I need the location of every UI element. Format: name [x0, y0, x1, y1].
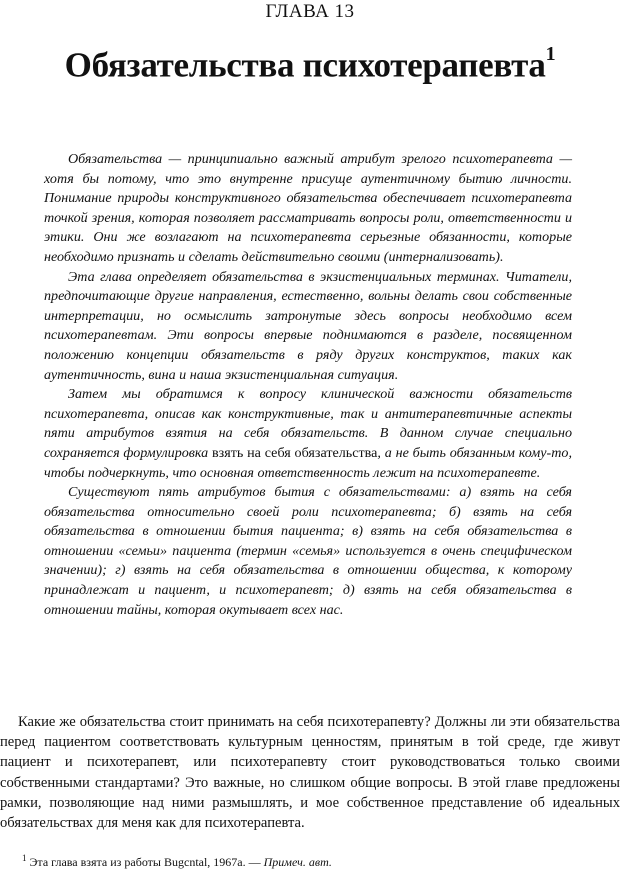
abstract-paragraph-2: Эта глава определяет обязательства в экзистенциальных терминах. Читатели, предпочитающие другие направления, естественно, вольны делать свои собственные интерпретации, но осмыслить затронутые здесь вопросы необходимо всем психотерапевтам. Эти вопросы впервые поднимаются в разделе, посвященном положению концепции обязательств в ряду других конструктов, таких как аутентичность, вина и наша экзистенциальная ситуация.: [44, 268, 572, 383]
abstract-paragraph-3: [44, 385, 572, 483]
abstract-p3-term: взять на себя обязательства: [212, 444, 378, 461]
footnote: [22, 850, 612, 870]
chapter-title: [0, 36, 620, 88]
abstract-p3-end: , а не быть обязанным кому-то, чтобы подчеркнуть, что основная ответственность лежит на психотерапевте.: [44, 444, 572, 481]
body-paragraph-1: Какие же обязательства стоит принимать на себя психотерапевту? Должны ли эти обязательства перед пациентом соответствовать культурным ценностям, принятым в той среде, где живут пациент и психотерапевт, или психотерапевту стоит руководствоваться только своими собственными стандартами? Это важные, но слишком общие вопросы. В этой главе предложены рамки, позволяющие над ними размышлять, и мое собственное представление об идеальных обязательствах для меня как для психотерапевта.: [0, 714, 620, 832]
abstract-p3-start: Затем мы обратимся к вопросу клинической важности обязательств психотерапевта, описав как конструктивные, так и антитерапевтичные аспекты пяти атрибутов взятия на себя обязательств. В данном случае специально сохраняется формулировка: [44, 386, 572, 461]
abstract-paragraph-1: Обязательства — принципиально важный атрибут зрелого психотерапевта — хотя бы потому, что это внутренне присуще аутентичному бытию личности. Понимание природы конструктивного обязательства обеспечивает психотерапевта точкой зрения, которая позволяет рассматривать вопросы роли, ответственности и этики. Они же возлагают на психотерапевта серьезные обязанности, которые необходимо признать и сделать действительно своими (интернализовать).: [44, 151, 572, 265]
chapter-abstract: [44, 150, 572, 620]
chapter-title-text: Обязательства психотерапевта: [64, 45, 546, 85]
chapter-label: ГЛАВА 13: [265, 1, 355, 22]
footnote-mark: 1: [545, 43, 556, 65]
abstract-paragraph-4: Существуют пять атрибутов бытия с обязательствами: а) взять на себя обязательства относительно своей роли психотерапевта; б) взять на себя обязательства в отношении бытия пациента; в) взять на себя обязательства в отношении «семьи» пациента (термин «семья» используется в очень специфическом значении); г) взять на себя обязательства в отношении общества, к которому принадлежат и пациент, и психотерапевт; д) взять на себя обязательства в отношении тайны, которая окутывает всех нас.: [44, 484, 572, 618]
footnote-number: 1: [22, 853, 27, 863]
footnote-note: Примеч. авт.: [263, 855, 332, 869]
body-text: [0, 712, 620, 833]
footnote-text: Эта глава взята из работы Bugcntal, 1967a. —: [29, 855, 264, 869]
